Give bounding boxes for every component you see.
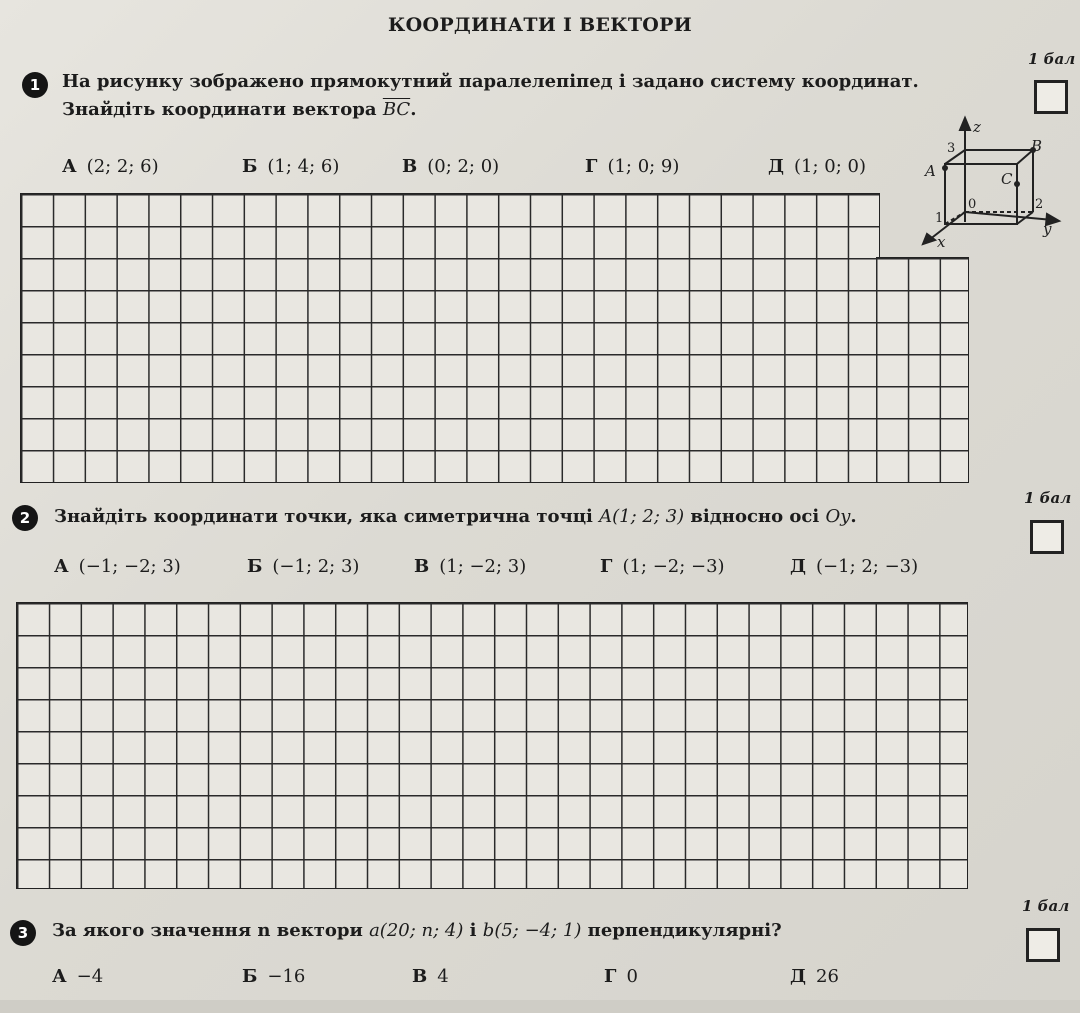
fig-label-x: x: [937, 233, 946, 251]
q2-option-e[interactable]: [790, 556, 918, 577]
q3-number: 3: [10, 920, 36, 946]
q1-grid-main[interactable]: [20, 193, 880, 483]
q1-option-c-letter: В: [402, 156, 418, 177]
fig-label-c: C: [1001, 170, 1013, 188]
q2-option-a-letter: А: [54, 556, 69, 577]
q2-text-b: відносно осі: [690, 506, 820, 527]
q1-option-e-value: (1; 0; 0): [794, 156, 866, 177]
q1-option-c-value: (0; 2; 0): [427, 156, 500, 177]
q3-text: [52, 917, 782, 945]
q3-option-a[interactable]: [52, 966, 103, 987]
fig-label-b: B: [1031, 137, 1043, 155]
page-title: КООРДИНАТИ І ВЕКТОРИ: [388, 14, 692, 36]
q3-conjunction: і: [469, 920, 477, 941]
q1-grid-extension[interactable]: [876, 257, 969, 483]
q1-option-a[interactable]: [62, 156, 159, 177]
fig-label-z: z: [973, 118, 981, 136]
q1-parallelepiped-figure: [915, 112, 1065, 257]
q3-option-b-letter: Б: [242, 966, 258, 987]
q3-option-d-value: 0: [626, 966, 638, 987]
q1-text-prompt: Знайдіть координати вектора: [62, 99, 377, 120]
q2-text: Знайдіть координати точки, яка симетрична точці A(1; 2; 3) відносно осі Oy.: [54, 506, 857, 527]
q2-axis: Oy: [825, 506, 851, 527]
q3-option-d-letter: Г: [604, 966, 617, 987]
q3-vector-b: b(5; −4; 1): [482, 920, 582, 941]
q1-option-b-letter: Б: [242, 156, 258, 177]
q3-option-d[interactable]: [604, 966, 638, 987]
q2-option-a-value: (−1; −2; 3): [78, 556, 181, 577]
q1-points: 1 бал: [1028, 50, 1076, 68]
q3-vector-a: a(20; n; 4): [369, 920, 464, 941]
q3-option-b-value: −16: [267, 966, 306, 987]
q1-option-e-letter: Д: [768, 156, 785, 177]
q3-option-b[interactable]: [242, 966, 305, 987]
q1-option-c[interactable]: [402, 156, 499, 177]
fig-label-3: 3: [947, 141, 956, 156]
q3-points: 1 бал: [1022, 897, 1070, 915]
q1-option-d-letter: Г: [585, 156, 598, 177]
q1-option-b[interactable]: [242, 156, 339, 177]
q1-option-b-value: (1; 4; 6): [267, 156, 340, 177]
q1-number: 1: [22, 72, 48, 98]
q2-option-b-letter: Б: [247, 556, 263, 577]
q1-answer-checkbox[interactable]: [1034, 80, 1068, 114]
q2-option-c[interactable]: [414, 556, 526, 577]
q1-option-d-value: (1; 0; 9): [607, 156, 680, 177]
q2-option-b-value: (−1; 2; 3): [272, 556, 360, 577]
q3-option-c-value: 4: [437, 966, 449, 987]
q1-vector-bc: $\overline{BC}$: [382, 99, 411, 120]
q3-option-a-value: −4: [76, 966, 104, 987]
q2-option-c-letter: В: [414, 556, 430, 577]
q1-text-line1: На рисунку зображено прямокутний паралелепіпед і задано систему координат.: [62, 71, 919, 92]
fig-label-1: 1: [935, 211, 944, 226]
fig-label-2: 2: [1035, 197, 1044, 212]
q3-option-c[interactable]: [412, 966, 449, 987]
q2-option-d-value: (1; −2; −3): [622, 556, 725, 577]
q3-option-e-value: 26: [816, 966, 839, 987]
q3-text-a: За якого значення n вектори: [52, 920, 363, 941]
q2-option-a[interactable]: [54, 556, 181, 577]
q2-points: 1 бал: [1024, 489, 1072, 507]
q2-point-a: A(1; 2; 3): [599, 506, 685, 527]
q2-option-b[interactable]: [247, 556, 359, 577]
q3-option-e-letter: Д: [790, 966, 807, 987]
q2-option-e-letter: Д: [790, 556, 807, 577]
q2-option-d[interactable]: [600, 556, 725, 577]
fig-label-origin: 0: [968, 197, 977, 212]
q1-option-a-letter: А: [62, 156, 77, 177]
q1-option-d[interactable]: [585, 156, 679, 177]
q2-answer-checkbox[interactable]: [1030, 520, 1064, 554]
q2-option-c-value: (1; −2; 3): [439, 556, 527, 577]
q3-option-a-letter: А: [52, 966, 67, 987]
q2-option-d-letter: Г: [600, 556, 613, 577]
q3-answer-checkbox[interactable]: [1026, 928, 1060, 962]
q3-option-c-letter: В: [412, 966, 428, 987]
q1-option-a-value: (2; 2; 6): [86, 156, 159, 177]
q2-text-a: Знайдіть координати точки, яка симетрична точці: [54, 506, 593, 527]
q1-text-line2: Знайдіть координати вектора $\overline{BC}$.: [62, 99, 417, 120]
q3-text-b: перпендикулярні?: [587, 920, 782, 941]
q2-grid[interactable]: [16, 602, 968, 889]
q2-number: 2: [12, 505, 38, 531]
q2-option-e-value: (−1; 2; −3): [816, 556, 919, 577]
q1-option-e[interactable]: [768, 156, 866, 177]
q3-option-e[interactable]: [790, 966, 839, 987]
fig-label-a: A: [925, 162, 936, 180]
fig-label-y: y: [1043, 220, 1052, 238]
